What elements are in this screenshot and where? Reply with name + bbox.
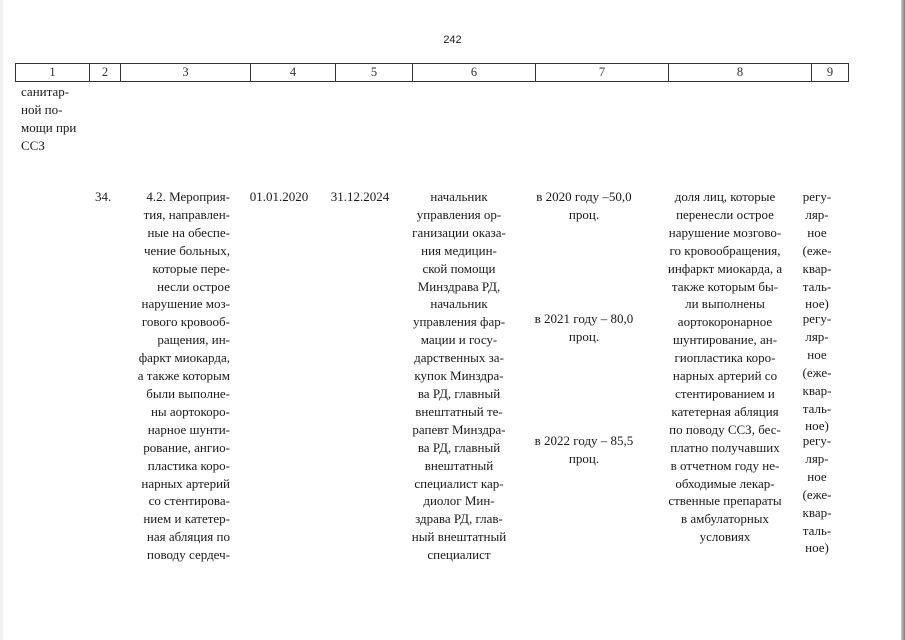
frequency-2020: регу- ляр- ное (еже- квар- таль- ное)	[802, 189, 832, 312]
target-2022: в 2022 году – 85,5 проц.	[534, 433, 634, 466]
responsible-executors: начальник управления ор- ганизации оказа- ния медицин- ской помощи Минздрава РД, начальник управления фар- мации и госу- дарственных за- купок Минздра- ва РД, главный внештатный те- рапевт Минздра- ва РД, главный внештатный специалист кар- диолог Мин- здрава РД, глав- ный внештатный специалист	[411, 189, 507, 563]
indicator-description: доля лиц, которые перенесли острое нарушение мозгово- го кровообращения, инфаркт миокарда, а также которым бы- ли выполнены аортокоронарное шунтирование, ан- гиопластика коро- нарных артерий со стентированием и катетерная абляция по поводу ССЗ, бес- платно получавших в отчетном году не- обходимые лекар- ственные препараты в амбулаторных условиях	[667, 189, 783, 545]
end-date: 31.12.2024	[330, 189, 390, 204]
header-col-6: 6	[412, 64, 535, 81]
page-number: 242	[443, 34, 462, 46]
header-col-1: 1	[15, 64, 89, 81]
frequency-2022: регу- ляр- ное (еже- квар- таль- ное)	[802, 433, 832, 556]
row-number: 34.	[95, 189, 112, 204]
target-2021: в 2021 году – 80,0 проц.	[534, 311, 634, 344]
start-date: 01.01.2020	[249, 189, 309, 204]
frequency-2021: регу- ляр- ное (еже- квар- таль- ное)	[802, 311, 832, 434]
header-col-7: 7	[535, 64, 668, 81]
header-col-3: 3	[120, 64, 250, 81]
header-col-2: 2	[89, 64, 120, 81]
continuation-col-1: санитар- ной по- мощи при ССЗ	[21, 84, 77, 153]
scan-left-shadow	[0, 0, 3, 640]
measure-description: 4.2. Мероприя- тия, направлен- ные на обеспе- чение больных, которые пере- несли острое нарушение моз- гового кровооб- ращения, ин- фаркт миокарда, а также которым были выполне- ны аортокоро- нарное шунти- рование, ангио- пластика коро- нарных артерий со стентирова- нием и катетер- ная абляция по поводу сердеч-	[137, 189, 230, 563]
table-header-row	[15, 63, 849, 82]
scan-right-edge	[901, 0, 905, 640]
header-col-4: 4	[250, 64, 335, 81]
header-col-8: 8	[668, 64, 811, 81]
header-col-9: 9	[811, 64, 849, 81]
target-2020: в 2020 году –50,0 проц.	[536, 189, 632, 222]
header-col-5: 5	[335, 64, 412, 81]
